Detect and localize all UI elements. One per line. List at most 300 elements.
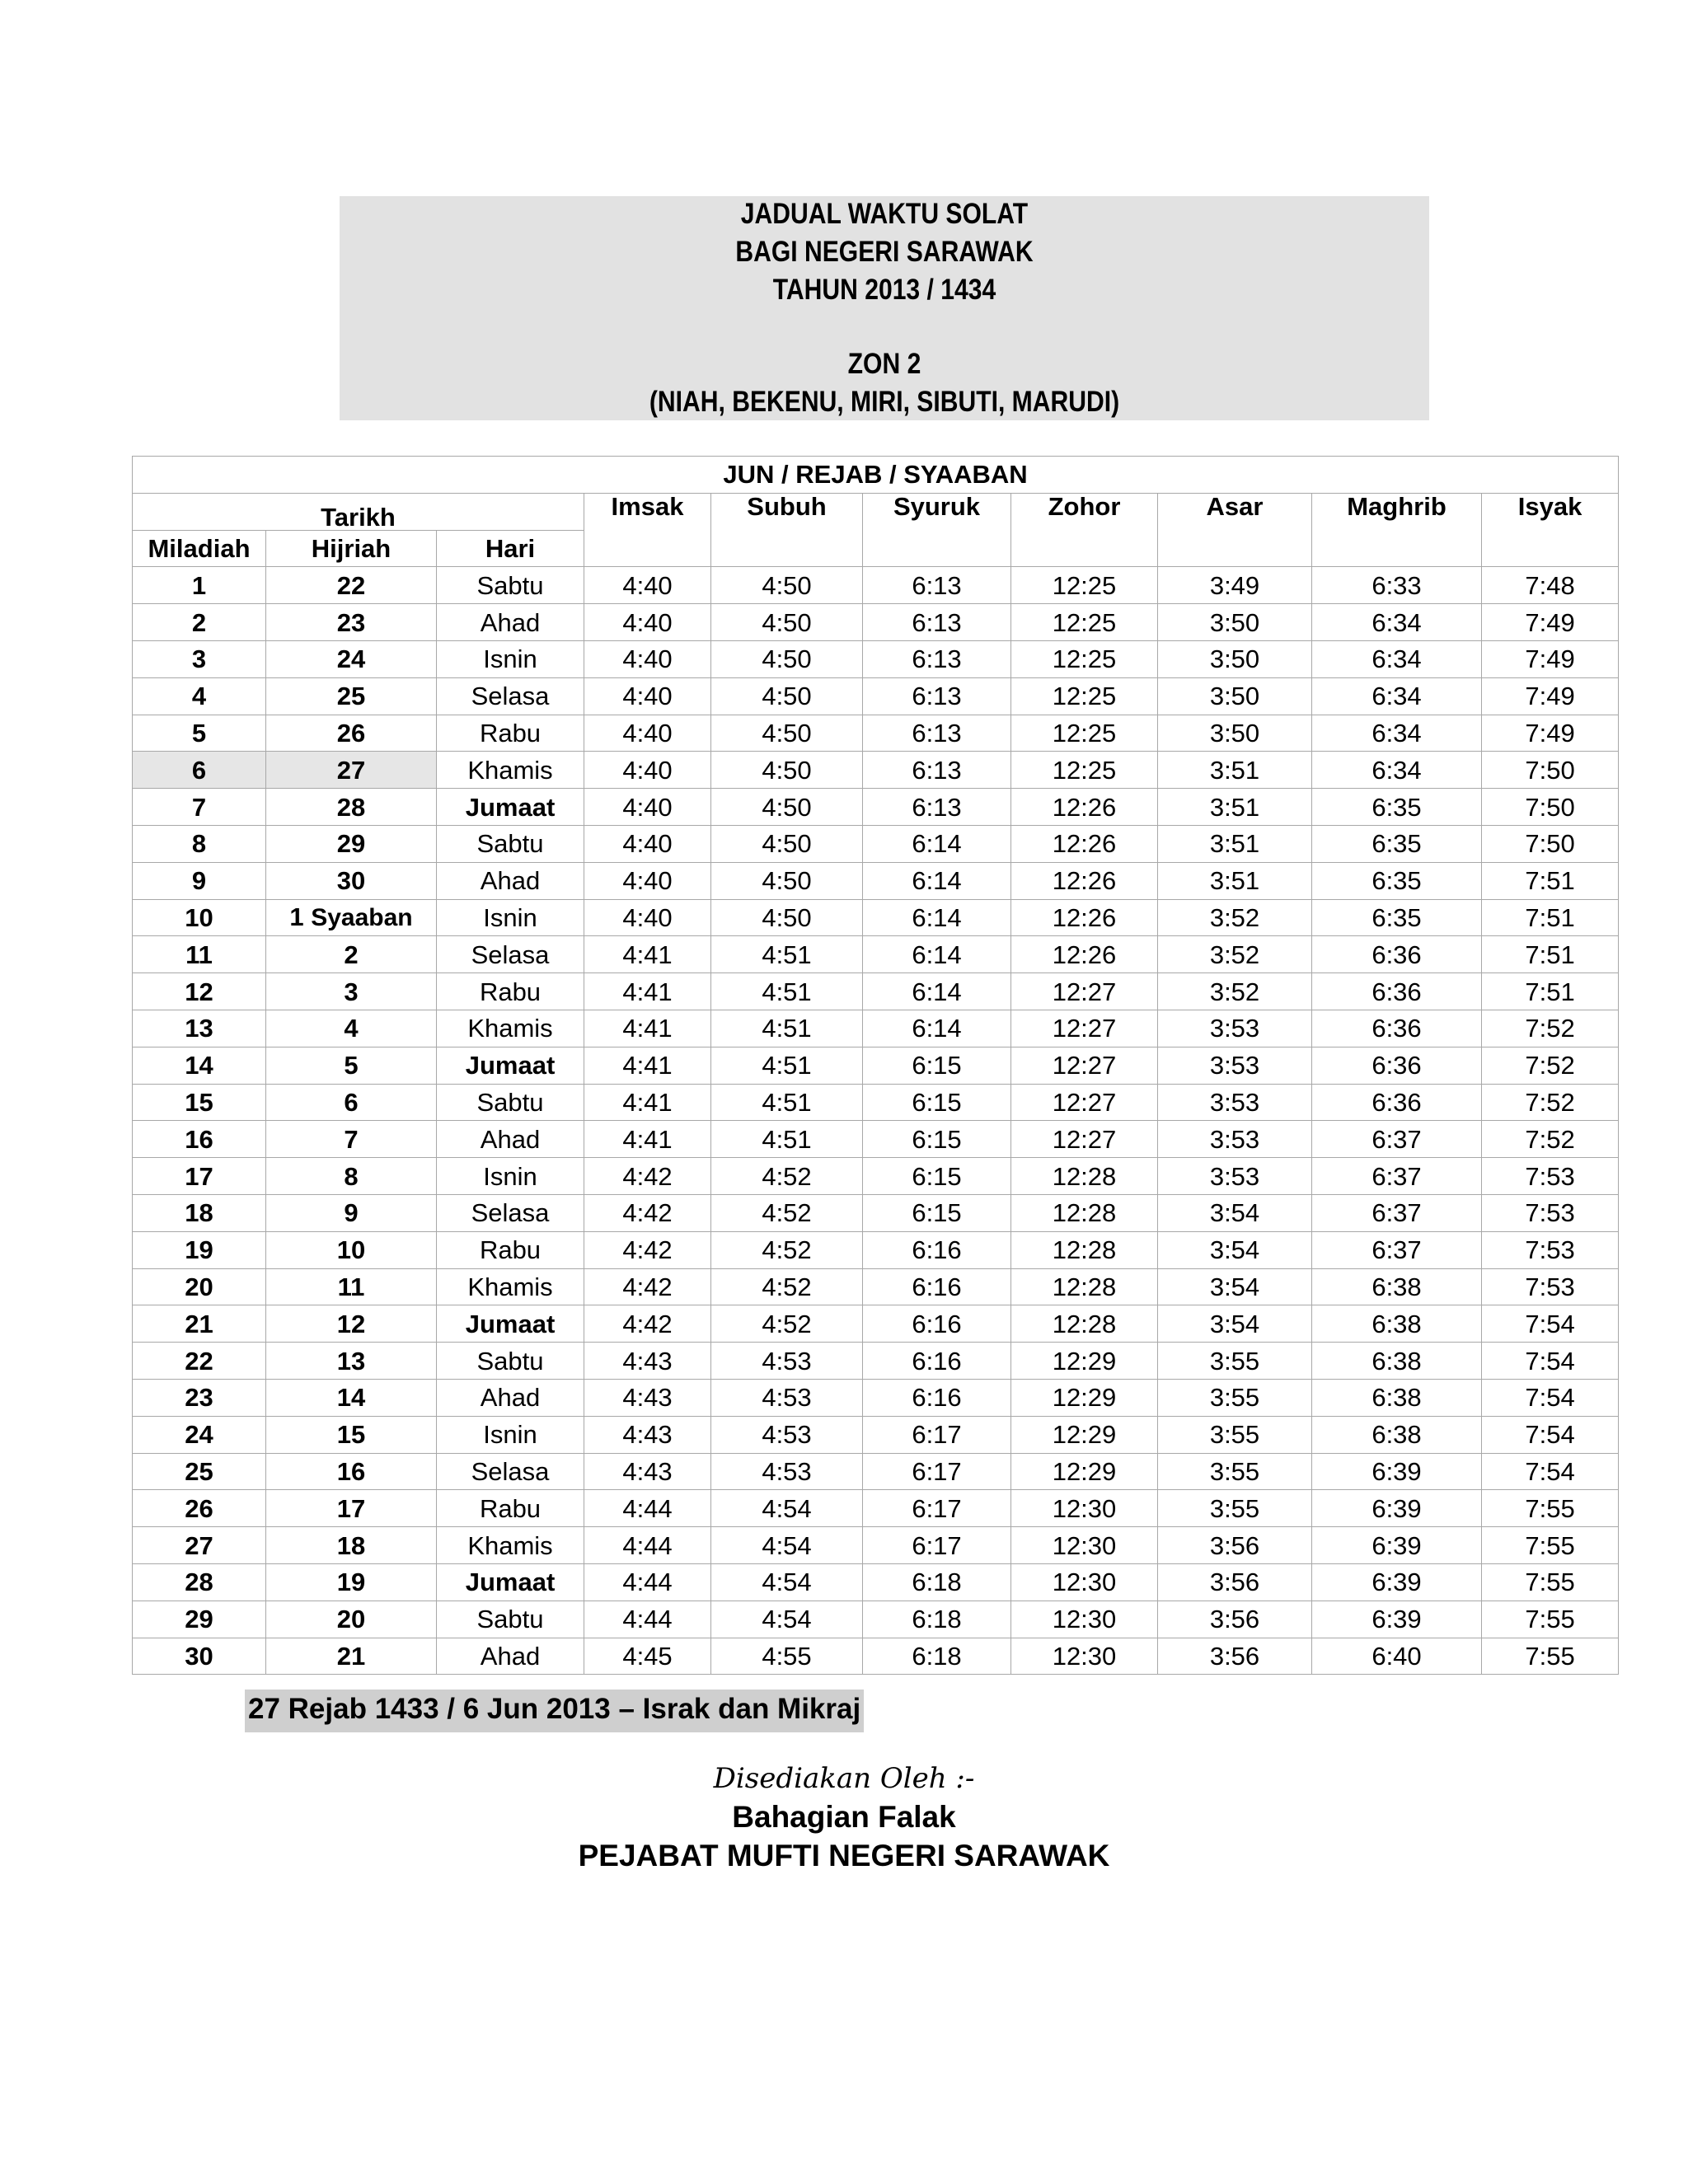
hari-cell: Sabtu — [437, 825, 584, 862]
title-block — [340, 196, 1429, 420]
subuh-cell: 4:50 — [711, 715, 863, 752]
hari-cell: Jumaat — [437, 1047, 584, 1084]
hijriah-cell: 17 — [266, 1490, 437, 1527]
table-row — [133, 1379, 1619, 1416]
syuruk-cell: 6:13 — [863, 752, 1011, 789]
subuh-cell: 4:52 — [711, 1268, 863, 1305]
subuh-cell: 4:50 — [711, 752, 863, 789]
hijriah-cell: 3 — [266, 973, 437, 1010]
hijriah-cell: 25 — [266, 677, 437, 715]
subuh-cell: 4:50 — [711, 862, 863, 899]
table-row — [133, 1194, 1619, 1231]
asar-cell: 3:56 — [1158, 1601, 1312, 1638]
imsak-cell: 4:40 — [584, 567, 711, 604]
zohor-cell: 12:26 — [1011, 936, 1158, 973]
hari-cell: Selasa — [437, 1453, 584, 1490]
table-row — [133, 1231, 1619, 1268]
zohor-cell: 12:25 — [1011, 715, 1158, 752]
maghrib-cell: 6:34 — [1312, 677, 1482, 715]
subuh-header: Subuh — [711, 493, 863, 567]
zohor-cell: 12:28 — [1011, 1305, 1158, 1343]
hari-cell: Rabu — [437, 973, 584, 1010]
syuruk-cell: 6:15 — [863, 1047, 1011, 1084]
isyak-cell: 7:55 — [1482, 1601, 1619, 1638]
miladiah-cell: 28 — [133, 1563, 266, 1601]
asar-cell: 3:50 — [1158, 715, 1312, 752]
miladiah-cell: 29 — [133, 1601, 266, 1638]
hijriah-day: 1 — [289, 902, 304, 932]
imsak-cell: 4:45 — [584, 1638, 711, 1675]
imsak-cell: 4:40 — [584, 752, 711, 789]
maghrib-cell: 6:33 — [1312, 567, 1482, 604]
maghrib-cell: 6:35 — [1312, 862, 1482, 899]
isyak-cell: 7:54 — [1482, 1343, 1619, 1380]
asar-cell: 3:52 — [1158, 936, 1312, 973]
isyak-cell: 7:51 — [1482, 936, 1619, 973]
asar-cell: 3:49 — [1158, 567, 1312, 604]
hijriah-cell: 21 — [266, 1638, 437, 1675]
zohor-cell: 12:30 — [1011, 1527, 1158, 1564]
subuh-cell: 4:51 — [711, 1047, 863, 1084]
isyak-cell: 7:54 — [1482, 1453, 1619, 1490]
hari-cell: Jumaat — [437, 1305, 584, 1343]
isyak-cell: 7:53 — [1482, 1268, 1619, 1305]
imsak-cell: 4:41 — [584, 973, 711, 1010]
syuruk-cell: 6:13 — [863, 677, 1011, 715]
zohor-cell: 12:28 — [1011, 1194, 1158, 1231]
isyak-cell: 7:55 — [1482, 1490, 1619, 1527]
hijriah-cell: 29 — [266, 825, 437, 862]
syuruk-cell: 6:17 — [863, 1527, 1011, 1564]
isyak-cell: 7:49 — [1482, 715, 1619, 752]
hijriah-cell: 10 — [266, 1231, 437, 1268]
isyak-header: Isyak — [1482, 493, 1619, 567]
asar-cell: 3:51 — [1158, 862, 1312, 899]
miladiah-cell: 7 — [133, 789, 266, 826]
zohor-cell: 12:25 — [1011, 677, 1158, 715]
asar-cell: 3:55 — [1158, 1343, 1312, 1380]
syuruk-cell: 6:16 — [863, 1268, 1011, 1305]
miladiah-cell: 2 — [133, 604, 266, 641]
asar-cell: 3:51 — [1158, 752, 1312, 789]
hari-cell: Rabu — [437, 1231, 584, 1268]
israk-mikraj-note: 27 Rejab 1433 / 6 Jun 2013 – Israk dan Mikraj — [245, 1690, 864, 1732]
table-row — [133, 1343, 1619, 1380]
table-row — [133, 1453, 1619, 1490]
miladiah-cell: 1 — [133, 567, 266, 604]
maghrib-cell: 6:36 — [1312, 1047, 1482, 1084]
miladiah-cell: 17 — [133, 1158, 266, 1195]
maghrib-cell: 6:40 — [1312, 1638, 1482, 1675]
subuh-cell: 4:50 — [711, 640, 863, 677]
miladiah-cell: 13 — [133, 1010, 266, 1047]
zohor-cell: 12:27 — [1011, 1010, 1158, 1047]
table-row — [133, 1601, 1619, 1638]
maghrib-cell: 6:35 — [1312, 899, 1482, 936]
hijriah-cell: 8 — [266, 1158, 437, 1195]
zohor-cell: 12:29 — [1011, 1343, 1158, 1380]
miladiah-cell: 12 — [133, 973, 266, 1010]
subuh-cell: 4:54 — [711, 1601, 863, 1638]
maghrib-cell: 6:36 — [1312, 1010, 1482, 1047]
zohor-cell: 12:27 — [1011, 1121, 1158, 1158]
hari-cell: Isnin — [437, 640, 584, 677]
hari-cell: Sabtu — [437, 1601, 584, 1638]
syuruk-cell: 6:13 — [863, 789, 1011, 826]
asar-cell: 3:51 — [1158, 789, 1312, 826]
asar-cell: 3:55 — [1158, 1416, 1312, 1453]
maghrib-header: Maghrib — [1312, 493, 1482, 567]
table-row — [133, 862, 1619, 899]
zohor-cell: 12:28 — [1011, 1158, 1158, 1195]
prepared-by-label: Disediakan Oleh :- — [713, 1762, 975, 1795]
miladiah-cell: 16 — [133, 1121, 266, 1158]
miladiah-cell: 11 — [133, 936, 266, 973]
zohor-cell: 12:26 — [1011, 789, 1158, 826]
syuruk-cell: 6:14 — [863, 936, 1011, 973]
hijriah-cell: 4 — [266, 1010, 437, 1047]
hijriah-cell: 5 — [266, 1047, 437, 1084]
hari-cell: Selasa — [437, 677, 584, 715]
office-name: PEJABAT MUFTI NEGERI SARAWAK — [578, 1839, 1110, 1872]
asar-cell: 3:55 — [1158, 1490, 1312, 1527]
imsak-cell: 4:43 — [584, 1453, 711, 1490]
isyak-cell: 7:52 — [1482, 1084, 1619, 1121]
zohor-cell: 12:29 — [1011, 1379, 1158, 1416]
table-row — [133, 825, 1619, 862]
isyak-cell: 7:48 — [1482, 567, 1619, 604]
hijriah-cell: 30 — [266, 862, 437, 899]
zohor-cell: 12:25 — [1011, 567, 1158, 604]
miladiah-cell: 14 — [133, 1047, 266, 1084]
isyak-cell: 7:52 — [1482, 1121, 1619, 1158]
syuruk-cell: 6:14 — [863, 1010, 1011, 1047]
maghrib-cell: 6:36 — [1312, 1084, 1482, 1121]
hari-cell: Rabu — [437, 715, 584, 752]
hari-cell: Sabtu — [437, 1343, 584, 1380]
table-row — [133, 640, 1619, 677]
syuruk-cell: 6:15 — [863, 1121, 1011, 1158]
imsak-cell: 4:42 — [584, 1194, 711, 1231]
title-line-1: JADUAL WAKTU SOLAT — [740, 198, 1029, 230]
syuruk-cell: 6:17 — [863, 1453, 1011, 1490]
hari-header: Hari — [437, 530, 584, 567]
hari-cell: Jumaat — [437, 1563, 584, 1601]
syuruk-cell: 6:13 — [863, 715, 1011, 752]
imsak-cell: 4:41 — [584, 936, 711, 973]
miladiah-cell: 19 — [133, 1231, 266, 1268]
hijriah-cell: 22 — [266, 567, 437, 604]
miladiah-cell: 20 — [133, 1268, 266, 1305]
hijriah-cell: 23 — [266, 604, 437, 641]
hijriah-cell: 28 — [266, 789, 437, 826]
imsak-cell: 4:44 — [584, 1490, 711, 1527]
table-row — [133, 1563, 1619, 1601]
imsak-cell: 4:40 — [584, 825, 711, 862]
table-row — [133, 899, 1619, 936]
miladiah-cell: 10 — [133, 899, 266, 936]
asar-cell: 3:54 — [1158, 1231, 1312, 1268]
miladiah-cell: 30 — [133, 1638, 266, 1675]
zone-areas: (NIAH, BEKENU, MIRI, SIBUTI, MARUDI) — [649, 386, 1120, 418]
maghrib-cell: 6:35 — [1312, 825, 1482, 862]
subuh-cell: 4:50 — [711, 567, 863, 604]
syuruk-cell: 6:16 — [863, 1379, 1011, 1416]
maghrib-cell: 6:37 — [1312, 1158, 1482, 1195]
maghrib-cell: 6:35 — [1312, 789, 1482, 826]
maghrib-cell: 6:34 — [1312, 640, 1482, 677]
hijriah-cell: 15 — [266, 1416, 437, 1453]
miladiah-cell: 5 — [133, 715, 266, 752]
maghrib-cell: 6:36 — [1312, 936, 1482, 973]
maghrib-cell: 6:39 — [1312, 1453, 1482, 1490]
hari-cell: Ahad — [437, 1638, 584, 1675]
zohor-cell: 12:28 — [1011, 1231, 1158, 1268]
isyak-cell: 7:54 — [1482, 1305, 1619, 1343]
hari-cell: Selasa — [437, 1194, 584, 1231]
zohor-cell: 12:26 — [1011, 899, 1158, 936]
table-row — [133, 1305, 1619, 1343]
isyak-cell: 7:52 — [1482, 1010, 1619, 1047]
imsak-header: Imsak — [584, 493, 711, 567]
maghrib-cell: 6:39 — [1312, 1527, 1482, 1564]
hari-cell: Jumaat — [437, 789, 584, 826]
miladiah-cell: 24 — [133, 1416, 266, 1453]
isyak-cell: 7:55 — [1482, 1527, 1619, 1564]
subuh-cell: 4:51 — [711, 1084, 863, 1121]
maghrib-cell: 6:37 — [1312, 1121, 1482, 1158]
subuh-cell: 4:51 — [711, 936, 863, 973]
hijriah-cell: 27 — [266, 752, 437, 789]
title-line-2: BAGI NEGERI SARAWAK — [735, 236, 1034, 268]
hijriah-cell: 11 — [266, 1268, 437, 1305]
syuruk-cell: 6:16 — [863, 1305, 1011, 1343]
zohor-cell: 12:29 — [1011, 1453, 1158, 1490]
hijriah-cell: 20 — [266, 1601, 437, 1638]
maghrib-cell: 6:37 — [1312, 1194, 1482, 1231]
hari-cell: Sabtu — [437, 1084, 584, 1121]
zohor-cell: 12:25 — [1011, 752, 1158, 789]
imsak-cell: 4:40 — [584, 715, 711, 752]
isyak-cell: 7:50 — [1482, 752, 1619, 789]
imsak-cell: 4:43 — [584, 1416, 711, 1453]
hijriah-cell: 7 — [266, 1121, 437, 1158]
subuh-cell: 4:54 — [711, 1527, 863, 1564]
table-row — [133, 1527, 1619, 1564]
imsak-cell: 4:44 — [584, 1527, 711, 1564]
zone-label: ZON 2 — [847, 348, 921, 380]
miladiah-cell: 4 — [133, 677, 266, 715]
zohor-cell: 12:30 — [1011, 1490, 1158, 1527]
isyak-cell: 7:53 — [1482, 1231, 1619, 1268]
table-row — [133, 789, 1619, 826]
subuh-cell: 4:52 — [711, 1231, 863, 1268]
zohor-cell: 12:30 — [1011, 1601, 1158, 1638]
miladiah-cell: 3 — [133, 640, 266, 677]
hijriah-cell: 18 — [266, 1527, 437, 1564]
imsak-cell: 4:42 — [584, 1268, 711, 1305]
syuruk-cell: 6:15 — [863, 1158, 1011, 1195]
table-row — [133, 752, 1619, 789]
maghrib-cell: 6:36 — [1312, 973, 1482, 1010]
imsak-cell: 4:41 — [584, 1010, 711, 1047]
syuruk-cell: 6:18 — [863, 1563, 1011, 1601]
maghrib-cell: 6:38 — [1312, 1379, 1482, 1416]
asar-cell: 3:55 — [1158, 1453, 1312, 1490]
maghrib-cell: 6:38 — [1312, 1416, 1482, 1453]
maghrib-cell: 6:37 — [1312, 1231, 1482, 1268]
asar-cell: 3:52 — [1158, 899, 1312, 936]
subuh-cell: 4:51 — [711, 1121, 863, 1158]
zohor-cell: 12:29 — [1011, 1416, 1158, 1453]
syuruk-cell: 6:16 — [863, 1231, 1011, 1268]
isyak-cell: 7:49 — [1482, 677, 1619, 715]
isyak-cell: 7:52 — [1482, 1047, 1619, 1084]
title-line-3: TAHUN 2013 / 1434 — [772, 274, 996, 306]
zohor-cell: 12:27 — [1011, 1084, 1158, 1121]
table-row — [133, 567, 1619, 604]
maghrib-cell: 6:38 — [1312, 1305, 1482, 1343]
maghrib-cell: 6:34 — [1312, 604, 1482, 641]
subuh-cell: 4:52 — [711, 1158, 863, 1195]
zohor-cell: 12:25 — [1011, 604, 1158, 641]
isyak-cell: 7:49 — [1482, 604, 1619, 641]
maghrib-cell: 6:38 — [1312, 1268, 1482, 1305]
maghrib-cell: 6:34 — [1312, 752, 1482, 789]
syuruk-cell: 6:17 — [863, 1490, 1011, 1527]
imsak-cell: 4:41 — [584, 1084, 711, 1121]
hari-cell: Rabu — [437, 1490, 584, 1527]
zohor-cell: 12:30 — [1011, 1638, 1158, 1675]
asar-cell: 3:50 — [1158, 640, 1312, 677]
syuruk-cell: 6:14 — [863, 862, 1011, 899]
asar-header: Asar — [1158, 493, 1312, 567]
subuh-cell: 4:52 — [711, 1305, 863, 1343]
isyak-cell: 7:54 — [1482, 1416, 1619, 1453]
table-row — [133, 973, 1619, 1010]
zohor-cell: 12:28 — [1011, 1268, 1158, 1305]
subuh-cell: 4:53 — [711, 1416, 863, 1453]
hijriah-header: Hijriah — [266, 530, 437, 567]
asar-cell: 3:56 — [1158, 1563, 1312, 1601]
table-row — [133, 1121, 1619, 1158]
imsak-cell: 4:43 — [584, 1379, 711, 1416]
miladiah-cell: 15 — [133, 1084, 266, 1121]
isyak-cell: 7:54 — [1482, 1379, 1619, 1416]
zohor-cell: 12:27 — [1011, 973, 1158, 1010]
asar-cell: 3:53 — [1158, 1158, 1312, 1195]
syuruk-cell: 6:17 — [863, 1416, 1011, 1453]
hari-cell: Isnin — [437, 1158, 584, 1195]
month-title: JUN / REJAB / SYAABAN — [133, 457, 1619, 494]
subuh-cell: 4:53 — [711, 1379, 863, 1416]
table-row — [133, 1268, 1619, 1305]
hijriah-month: Syaaban — [311, 904, 413, 932]
isyak-cell: 7:49 — [1482, 640, 1619, 677]
asar-cell: 3:50 — [1158, 604, 1312, 641]
hari-cell: Khamis — [437, 1268, 584, 1305]
maghrib-cell: 6:39 — [1312, 1601, 1482, 1638]
subuh-cell: 4:53 — [711, 1453, 863, 1490]
isyak-cell: 7:55 — [1482, 1638, 1619, 1675]
hari-cell: Khamis — [437, 752, 584, 789]
asar-cell: 3:55 — [1158, 1379, 1312, 1416]
isyak-cell: 7:51 — [1482, 973, 1619, 1010]
hari-cell: Selasa — [437, 936, 584, 973]
imsak-cell: 4:40 — [584, 862, 711, 899]
table-row — [133, 1638, 1619, 1675]
subuh-cell: 4:50 — [711, 677, 863, 715]
asar-cell: 3:54 — [1158, 1194, 1312, 1231]
hari-cell: Ahad — [437, 604, 584, 641]
isyak-cell: 7:50 — [1482, 825, 1619, 862]
table-row — [133, 1158, 1619, 1195]
imsak-cell: 4:40 — [584, 899, 711, 936]
subuh-cell: 4:54 — [711, 1490, 863, 1527]
zohor-cell: 12:27 — [1011, 1047, 1158, 1084]
asar-cell: 3:54 — [1158, 1268, 1312, 1305]
miladiah-cell: 27 — [133, 1527, 266, 1564]
syuruk-cell: 6:18 — [863, 1601, 1011, 1638]
table-row — [133, 1416, 1619, 1453]
hijriah-cell — [266, 899, 437, 936]
syuruk-cell: 6:13 — [863, 567, 1011, 604]
imsak-cell: 4:41 — [584, 1121, 711, 1158]
imsak-cell: 4:40 — [584, 789, 711, 826]
syuruk-cell: 6:13 — [863, 604, 1011, 641]
asar-cell: 3:56 — [1158, 1527, 1312, 1564]
hari-cell: Isnin — [437, 1416, 584, 1453]
hijriah-cell: 9 — [266, 1194, 437, 1231]
imsak-cell: 4:41 — [584, 1047, 711, 1084]
hijriah-cell: 6 — [266, 1084, 437, 1121]
table-row — [133, 1047, 1619, 1084]
subuh-cell: 4:50 — [711, 604, 863, 641]
zohor-cell: 12:26 — [1011, 825, 1158, 862]
miladiah-cell: 26 — [133, 1490, 266, 1527]
imsak-cell: 4:40 — [584, 604, 711, 641]
hijriah-cell: 12 — [266, 1305, 437, 1343]
subuh-cell: 4:50 — [711, 899, 863, 936]
maghrib-cell: 6:39 — [1312, 1563, 1482, 1601]
subuh-cell: 4:55 — [711, 1638, 863, 1675]
isyak-cell: 7:53 — [1482, 1194, 1619, 1231]
subuh-cell: 4:50 — [711, 789, 863, 826]
asar-cell: 3:56 — [1158, 1638, 1312, 1675]
asar-cell: 3:53 — [1158, 1121, 1312, 1158]
subuh-cell: 4:53 — [711, 1343, 863, 1380]
table-row — [133, 1490, 1619, 1527]
syuruk-cell: 6:18 — [863, 1638, 1011, 1675]
prayer-times-table — [132, 456, 1619, 1675]
hari-cell: Ahad — [437, 1121, 584, 1158]
hijriah-cell: 19 — [266, 1563, 437, 1601]
imsak-cell: 4:42 — [584, 1305, 711, 1343]
imsak-cell: 4:42 — [584, 1231, 711, 1268]
zohor-header: Zohor — [1011, 493, 1158, 567]
miladiah-cell: 6 — [133, 752, 266, 789]
zohor-cell: 12:26 — [1011, 862, 1158, 899]
hari-cell: Sabtu — [437, 567, 584, 604]
hijriah-cell: 13 — [266, 1343, 437, 1380]
miladiah-cell: 25 — [133, 1453, 266, 1490]
zohor-cell: 12:25 — [1011, 640, 1158, 677]
table-row — [133, 715, 1619, 752]
syuruk-header: Syuruk — [863, 493, 1011, 567]
syuruk-cell: 6:14 — [863, 825, 1011, 862]
subuh-cell: 4:52 — [711, 1194, 863, 1231]
asar-cell: 3:52 — [1158, 973, 1312, 1010]
